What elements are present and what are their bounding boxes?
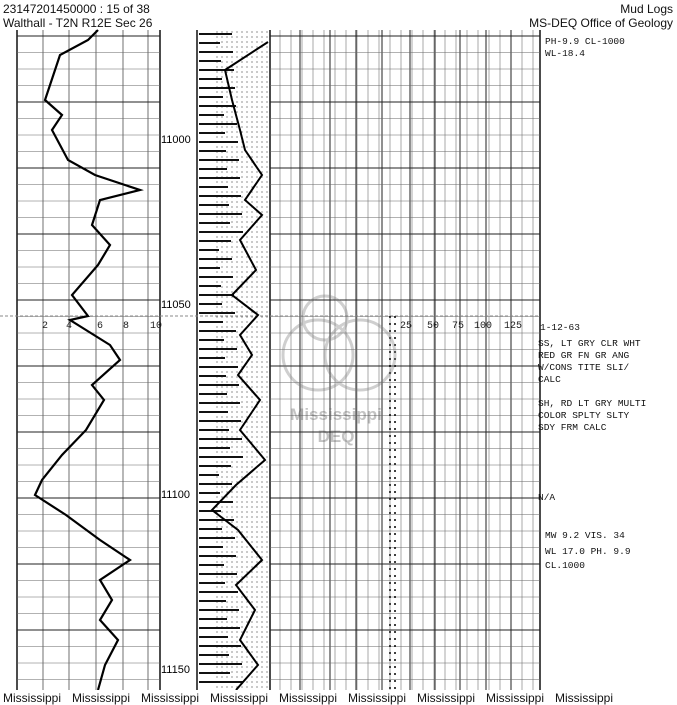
footer-wm: Mississippi: [555, 691, 614, 705]
footer-wm: Mississippi: [3, 691, 62, 705]
footer-wm: Mississippi: [348, 691, 407, 705]
note-line: PH-9.9 CL-1000: [545, 36, 625, 47]
footer-wm: Mississippi: [72, 691, 131, 705]
scale-label: 75: [452, 321, 465, 332]
note-line: 1-12-63: [540, 322, 580, 333]
scale-label: 4: [66, 321, 73, 332]
footer-watermark: [0, 691, 677, 705]
note-line: N/A: [538, 492, 556, 503]
api-page-label: 23147201450000 : 15 of 38: [3, 2, 150, 16]
scale-label: 25: [400, 321, 413, 332]
watermark-line1: Mississippi: [290, 405, 382, 424]
footer-wm: Mississippi: [279, 691, 338, 705]
scale-label: 125: [504, 321, 523, 332]
note-line: WL-18.4: [545, 48, 585, 59]
watermark-line2: DEQ: [317, 427, 355, 446]
note-line: CL.1000: [545, 560, 585, 571]
depth-tick: 11050: [161, 299, 191, 311]
note-line: SDY FRM CALC: [538, 422, 607, 433]
note-line: CALC: [538, 374, 561, 385]
note-line: SS, LT GRY CLR WHT: [538, 338, 641, 349]
footer-wm: Mississippi: [486, 691, 545, 705]
scale-label: 8: [123, 321, 130, 332]
note-line: W/CONS TITE SLI/: [538, 362, 630, 373]
scale-label: 50: [427, 321, 440, 332]
depth-tick: 11150: [161, 664, 190, 676]
agency-label: MS-DEQ Office of Geology: [529, 16, 673, 30]
log-curve: [35, 30, 140, 690]
scale-label: 2: [42, 321, 49, 332]
note-line: WL 17.0 PH. 9.9: [545, 546, 631, 557]
depth-tick: 11000: [161, 134, 191, 146]
note-line: COLOR SPLTY SLTY: [538, 410, 630, 421]
scale-label: 100: [474, 321, 493, 332]
note-line: MW 9.2 VIS. 34: [545, 530, 625, 541]
log-notes: [538, 36, 646, 571]
footer-wm: Mississippi: [210, 691, 269, 705]
doc-type-label: Mud Logs: [620, 2, 673, 16]
depth-labels: [161, 134, 191, 676]
note-line: SH, RD LT GRY MULTI: [538, 398, 647, 409]
note-line: RED GR FN GR ANG: [538, 350, 630, 361]
footer-wm: Mississippi: [417, 691, 476, 705]
scale-label: 6: [97, 321, 104, 332]
well-location-label: Walthall - T2N R12E Sec 26: [3, 16, 153, 30]
scale-label: 10: [150, 321, 163, 332]
footer-wm: Mississippi: [141, 691, 200, 705]
lithology-column: [199, 30, 270, 690]
track-scales: [42, 321, 522, 332]
depth-tick: 11100: [161, 489, 190, 501]
